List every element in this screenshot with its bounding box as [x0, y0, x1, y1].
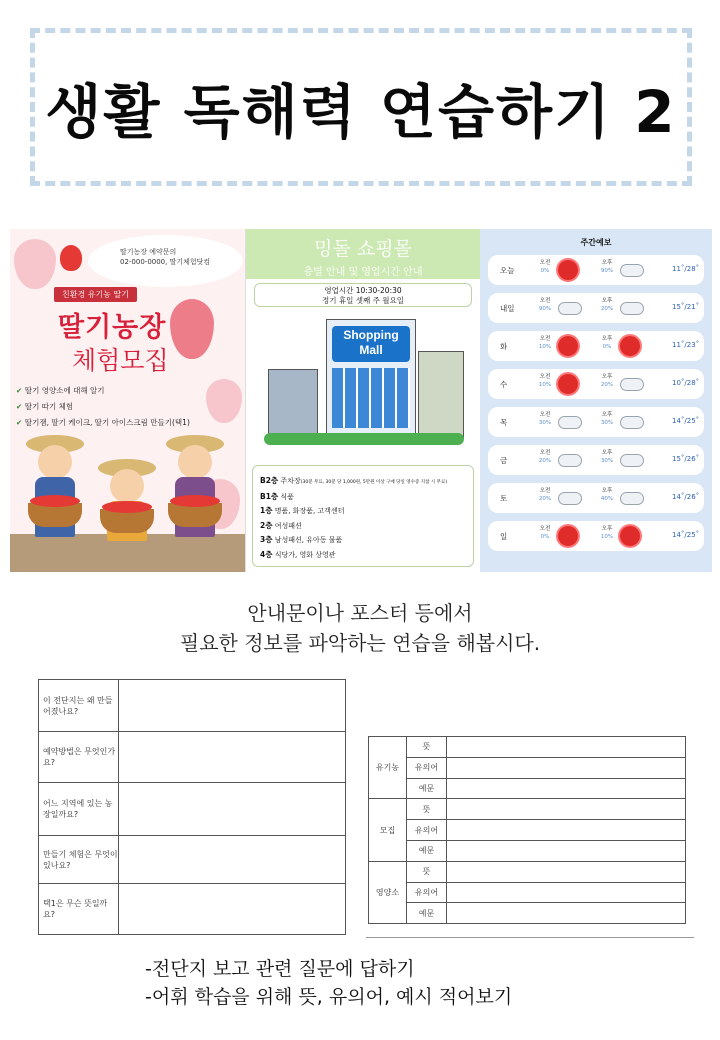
page-title: 생활 독해력 연습하기 2 — [45, 78, 677, 146]
question-cell: 이 전단지는 왜 만들어졌나요? — [39, 680, 119, 732]
answer-cell[interactable] — [119, 680, 346, 732]
weekly-forecast-poster — [480, 229, 712, 572]
reservation-bubble — [88, 235, 243, 287]
day-label: 내일 — [500, 304, 515, 313]
farm-title: 딸기농장 — [58, 312, 167, 343]
divider — [366, 937, 694, 938]
am-label: 오전 10% — [538, 336, 552, 350]
field-label: 유의어 — [407, 757, 447, 778]
mall-subtitle: 층별 안내 및 영업시간 안내 — [303, 267, 423, 278]
forecast-row — [488, 369, 704, 399]
cloud-icon — [620, 454, 644, 467]
pm-rain-chance: 0% — [602, 344, 612, 350]
am-rain-chance: 10% — [538, 382, 552, 388]
question-cell: 택1은 무슨 뜻일까요? — [39, 884, 119, 935]
day-label: 화 — [500, 342, 508, 351]
answer-cell[interactable] — [119, 836, 346, 884]
pm-rain-chance: 90% — [600, 268, 614, 274]
instructions — [0, 598, 720, 658]
am-rain-chance: 90% — [538, 306, 552, 312]
building-illustration — [268, 369, 318, 439]
forecast-row — [488, 331, 704, 361]
am-rain-chance: 20% — [538, 496, 552, 502]
day-label: 수 — [500, 380, 508, 389]
vocab-word: 영양소 — [369, 861, 407, 923]
mall-name: 밍돌 쇼핑몰 — [314, 238, 412, 260]
floor-item: B1층 식품 — [260, 491, 294, 501]
forecast-row — [488, 521, 704, 551]
list-item: ✔ 딸기 따기 체험 — [16, 399, 190, 415]
pm-label: 오후 90% — [600, 260, 614, 274]
strawberry-decoration-icon — [14, 239, 56, 289]
day-label: 금 — [500, 456, 508, 465]
answer-cell[interactable] — [447, 903, 686, 924]
shopping-mall-poster — [245, 229, 480, 572]
pm-rain-chance: 30% — [600, 420, 614, 426]
question-cell: 어느 지역에 있는 농장일까요? — [39, 783, 119, 836]
field-label: 예문 — [407, 778, 447, 799]
pm-label: 오후 10% — [600, 526, 614, 540]
answer-cell[interactable] — [119, 732, 346, 783]
title-frame — [30, 28, 692, 186]
activity-notes — [145, 955, 512, 1011]
field-label: 예문 — [407, 840, 447, 861]
list-item: ✔ 딸기 영양소에 대해 알기 — [16, 383, 190, 399]
field-label: 뜻 — [407, 737, 447, 758]
answer-cell[interactable] — [447, 737, 686, 758]
organic-tag: 친환경 유기농 딸기 — [54, 287, 137, 302]
farm-subtitle: 체험모집 — [72, 346, 169, 375]
question-table — [38, 679, 346, 935]
floor-guide — [252, 465, 474, 567]
temperature-range: 14˚/25˚ — [672, 531, 700, 539]
forecast-row — [488, 255, 704, 285]
answer-cell[interactable] — [447, 778, 686, 799]
pm-rain-chance: 20% — [600, 306, 614, 312]
answer-cell[interactable] — [447, 757, 686, 778]
instruction-line: 안내문이나 포스터 등에서 — [247, 601, 473, 625]
am-label: 오전 90% — [538, 298, 552, 312]
note-line: -어휘 학습을 위해 뜻, 유의어, 예시 적어보기 — [145, 986, 513, 1008]
field-label: 뜻 — [407, 799, 447, 820]
business-hours-box — [254, 283, 472, 307]
instruction-line: 필요한 정보를 파악하는 연습을 해봅시다. — [179, 631, 541, 655]
cloud-icon — [620, 416, 644, 429]
mall-sign-line: Mall — [359, 343, 383, 357]
am-rain-chance: 30% — [538, 420, 552, 426]
floor-item: 3층 남성패션, 유아동 물품 — [260, 535, 343, 544]
answer-cell[interactable] — [447, 840, 686, 861]
am-label: 오전 30% — [538, 412, 552, 426]
forecast-row — [488, 483, 704, 513]
mall-sign-line: Shopping — [343, 328, 399, 342]
bubble-line: 02-000-0000, 딸기체험닷컴 — [120, 258, 211, 266]
farm-activity-list — [16, 383, 190, 431]
am-label: 오전 0% — [539, 260, 551, 274]
pm-rain-chance: 10% — [600, 534, 614, 540]
pm-label: 오후 0% — [601, 336, 613, 350]
forecast-title: 주간예보 — [580, 238, 612, 247]
pm-rain-chance: 20% — [600, 382, 614, 388]
vocabulary-table — [368, 736, 686, 924]
pm-label: 오후 20% — [600, 374, 614, 388]
holiday-line: 정기 휴일 셋째 주 월요일 — [322, 296, 404, 305]
am-rain-chance: 0% — [540, 534, 550, 540]
poster-strip — [10, 229, 712, 572]
sun-icon — [558, 526, 578, 546]
rain-cloud-icon — [558, 302, 582, 315]
vocab-word: 유기농 — [369, 737, 407, 799]
pm-label: 오후 30% — [600, 412, 614, 426]
temperature-range: 14˚/26˚ — [672, 493, 700, 501]
am-rain-chance: 10% — [538, 344, 552, 350]
pm-label: 오후 40% — [600, 488, 614, 502]
mall-sign — [332, 326, 410, 362]
day-label: 토 — [500, 494, 508, 503]
cloud-icon — [558, 492, 582, 505]
building-illustration — [326, 319, 416, 439]
am-label: 오전 0% — [539, 526, 551, 540]
pm-rain-chance: 40% — [600, 496, 614, 502]
sun-icon — [558, 374, 578, 394]
field-label: 뜻 — [407, 861, 447, 882]
cloud-icon — [620, 302, 644, 315]
answer-cell[interactable] — [119, 783, 346, 836]
forecast-row — [488, 407, 704, 437]
strawberry-decoration-icon — [206, 379, 242, 423]
strawberry-mascot-icon — [60, 245, 82, 271]
temperature-range: 11˚/28˚ — [672, 265, 700, 273]
am-label: 오전 20% — [538, 450, 552, 464]
forecast-row — [488, 445, 704, 475]
note-line: -전단지 보고 관련 질문에 답하기 — [145, 958, 415, 980]
temperature-range: 15˚/21˚ — [672, 303, 700, 311]
temperature-range: 15˚/26˚ — [672, 455, 700, 463]
day-label: 일 — [500, 532, 508, 541]
pm-label: 오후 30% — [600, 450, 614, 464]
temperature-range: 11˚/23˚ — [672, 341, 700, 349]
answer-cell[interactable] — [447, 882, 686, 903]
sun-icon — [620, 336, 640, 356]
day-label: 오늘 — [500, 266, 515, 275]
forecast-row — [488, 293, 704, 323]
cloud-icon — [620, 492, 644, 505]
answer-cell[interactable] — [447, 820, 686, 841]
temperature-range: 14˚/25˚ — [672, 417, 700, 425]
building-illustration — [418, 351, 464, 439]
field-label: 유의어 — [407, 820, 447, 841]
trees-decoration — [264, 433, 464, 445]
cloud-icon — [558, 416, 582, 429]
sun-icon — [558, 260, 578, 280]
answer-cell[interactable] — [447, 799, 686, 820]
field-label: 예문 — [407, 903, 447, 924]
floor-item: B2층 주차장(30분 무료, 30분 당 1,000원, 5만원 이상 구매 당일 영수증 지참 시 무료) — [260, 476, 448, 485]
cloud-icon — [558, 454, 582, 467]
strawberry-decoration-icon — [170, 299, 214, 359]
answer-cell[interactable] — [119, 884, 346, 935]
question-cell: 예약방법은 무엇인가요? — [39, 732, 119, 783]
vocab-word: 모집 — [369, 799, 407, 861]
am-rain-chance: 0% — [540, 268, 550, 274]
temperature-range: 10˚/28˚ — [672, 379, 700, 387]
am-label: 오전 10% — [538, 374, 552, 388]
field-label: 유의어 — [407, 882, 447, 903]
sun-icon — [558, 336, 578, 356]
pm-rain-chance: 30% — [600, 458, 614, 464]
bubble-line: 딸기농장 예약문의 — [120, 248, 177, 256]
am-rain-chance: 20% — [538, 458, 552, 464]
question-cell: 만들기 체험은 무엇이 있나요? — [39, 836, 119, 884]
am-label: 오전 20% — [538, 488, 552, 502]
mall-header — [246, 229, 480, 279]
hours-line: 영업시간 10:30-20:30 — [324, 286, 402, 295]
floor-item: 1층 명품, 화장품, 고객센터 — [260, 506, 345, 515]
cloud-icon — [620, 378, 644, 391]
pm-label: 오후 20% — [600, 298, 614, 312]
answer-cell[interactable] — [447, 861, 686, 882]
strawberry-farm-poster — [10, 229, 245, 572]
list-item: ✔ 딸기잼, 딸기 케이크, 딸기 아이스크림 만들기(택1) — [16, 415, 190, 431]
floor-item: 2층 여성패션 — [260, 520, 302, 530]
mall-windows — [332, 368, 410, 428]
day-label: 목 — [500, 418, 508, 427]
floor-item: 4층 식당가, 영화 상영관 — [260, 549, 336, 559]
sun-icon — [620, 526, 640, 546]
rain-cloud-icon — [620, 264, 644, 277]
